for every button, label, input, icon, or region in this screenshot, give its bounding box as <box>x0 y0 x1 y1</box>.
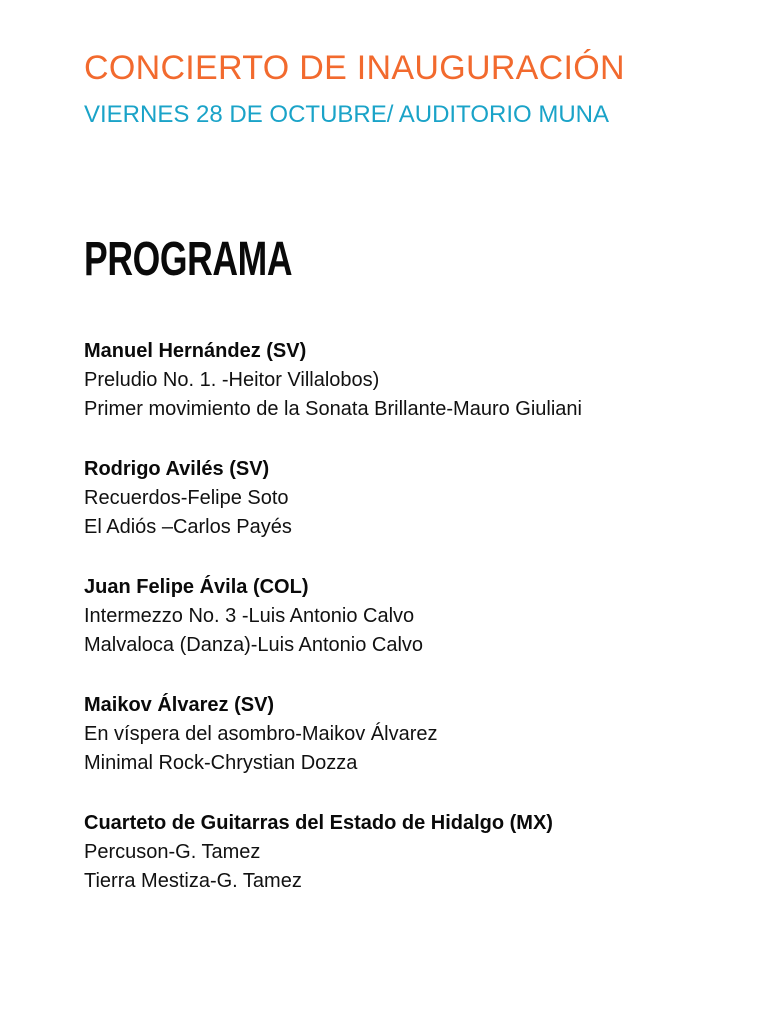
piece-title: El Adiós –Carlos Payés <box>84 516 292 538</box>
performer-block <box>84 572 764 660</box>
piece-title: Preludio No. 1. -Heitor Villalobos) <box>84 369 380 391</box>
piece-title: Malvaloca (Danza)-Luis Antonio Calvo <box>84 634 424 656</box>
performer-block <box>84 336 764 424</box>
performer-block <box>84 808 764 896</box>
piece-title: Tierra Mestiza-G. Tamez <box>84 870 302 892</box>
performer-block <box>84 454 764 542</box>
piece-title: Primer movimiento de la Sonata Brillante-Mauro Giuliani <box>84 398 582 420</box>
program-heading: PROGRAMA <box>84 233 293 286</box>
performer-name: Cuarteto de Guitarras del Estado de Hidalgo (MX) <box>84 812 553 834</box>
piece-title: Percuson-G. Tamez <box>84 841 261 863</box>
piece-title: En víspera del asombro-Maikov Álvarez <box>84 723 438 745</box>
program-list <box>84 336 764 926</box>
performer-block <box>84 690 764 778</box>
event-subtitle: VIERNES 28 DE OCTUBRE/ AUDITORIO MUNA <box>84 101 609 128</box>
performer-name: Manuel Hernández (SV) <box>84 340 307 362</box>
piece-title: Recuerdos-Felipe Soto <box>84 487 289 509</box>
performer-name: Juan Felipe Ávila (COL) <box>84 576 309 598</box>
piece-title: Minimal Rock-Chrystian Dozza <box>84 752 358 774</box>
piece-title: Intermezzo No. 3 -Luis Antonio Calvo <box>84 605 415 627</box>
performer-name: Maikov Álvarez (SV) <box>84 694 275 716</box>
performer-name: Rodrigo Avilés (SV) <box>84 458 270 480</box>
event-title: CONCIERTO DE INAUGURACIÓN <box>84 49 625 87</box>
